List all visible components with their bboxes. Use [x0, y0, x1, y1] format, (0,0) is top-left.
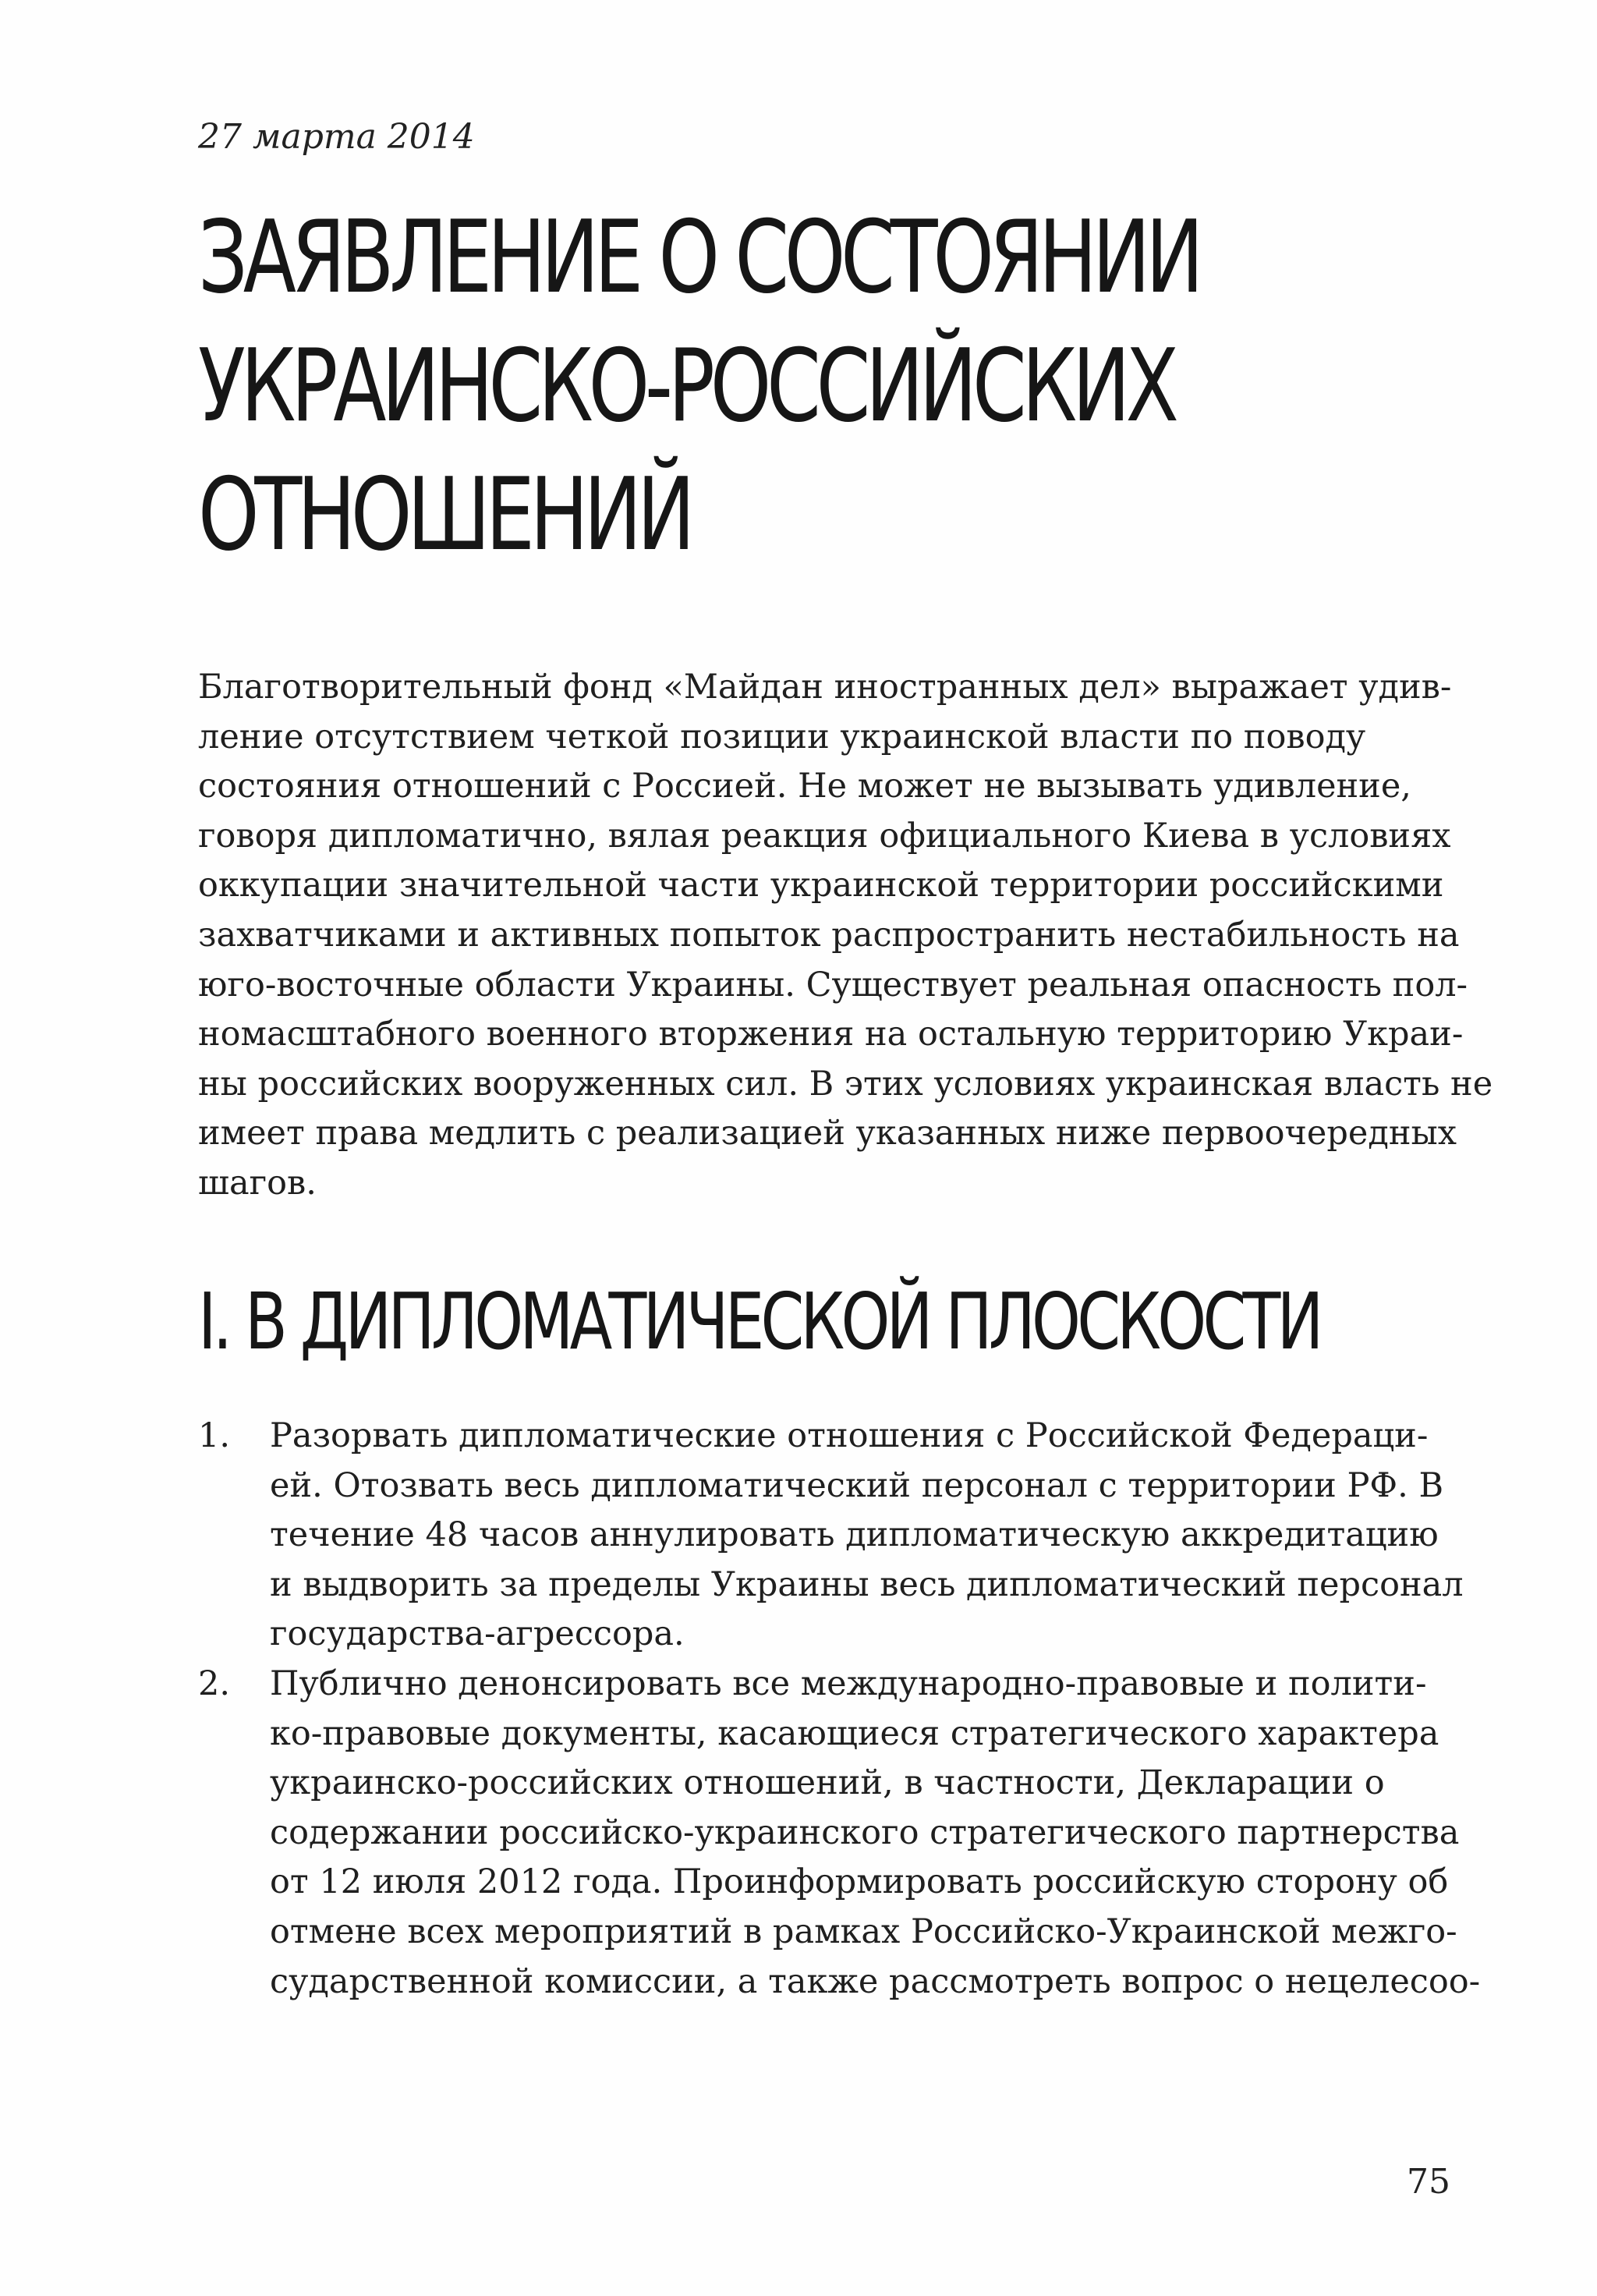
page-number: 75: [1407, 2162, 1450, 2202]
paragraph-line: говоря дипломатично, вялая реакция официального Киева в условиях: [198, 816, 1451, 856]
title-line: УКРАИНСКО-РОССИЙСКИХ: [198, 328, 1174, 445]
list-item-line: Разорвать дипломатические отношения с Российской Федераци-: [270, 1416, 1429, 1455]
list-item-number: 1.: [198, 1416, 231, 1455]
title-line: ОТНОШЕНИЙ: [198, 457, 691, 573]
list-item-line: ко-правовые документы, касающиеся стратегического характера: [270, 1713, 1439, 1753]
list-item: [198, 1660, 1493, 2007]
paragraph-line: шагов.: [198, 1163, 317, 1203]
paragraph-line: ны российских вооруженных сил. В этих условиях украинская власть не: [198, 1064, 1493, 1104]
list-item-line: содержании российско-украинского стратегического партнерства: [270, 1812, 1460, 1852]
numbered-list: [198, 1412, 1493, 2007]
list-item-line: украинско-российских отношений, в частности, Декларации о: [270, 1763, 1385, 1803]
list-item-line: ей. Отозвать весь дипломатический персонал с территории РФ. В: [270, 1465, 1444, 1505]
intro-paragraph: [198, 663, 1493, 1209]
paragraph-line: ление отсутствием четкой позиции украинской власти по поводу: [198, 717, 1366, 756]
paragraph-line: оккупации значительной части украинской территории российскими: [198, 866, 1444, 905]
document-date: 27 марта 2014: [198, 117, 475, 157]
list-item-line: течение 48 часов аннулировать дипломатическую аккредитацию: [270, 1515, 1439, 1555]
title-line: ЗАЯВЛЕНИЕ О СОСТОЯНИИ: [198, 200, 1199, 316]
list-item-line: Публично денонсировать все международно-правовые и полити-: [270, 1664, 1427, 1703]
paragraph-line: захватчиками и активных попыток распространить нестабильность на: [198, 915, 1460, 955]
list-item-line: государства-агрессора.: [270, 1614, 685, 1654]
paragraph-line: имеет права медлить с реализацией указанных ниже первоочередных: [198, 1114, 1457, 1153]
document-title: [198, 193, 1199, 579]
list-item-number: 2.: [198, 1664, 231, 1703]
paragraph-line: номасштабного военного вторжения на остальную территорию Украи-: [198, 1015, 1464, 1054]
list-item-line: и выдворить за пределы Украины весь дипломатический персонал: [270, 1564, 1464, 1604]
list-item: [198, 1412, 1493, 1660]
section-heading: I. В ДИПЛОМАТИЧЕСКОЙ ПЛОСКОСТИ: [198, 1276, 1320, 1367]
list-item-line: отмене всех мероприятий в рамках Российско-Украинской межго-: [270, 1912, 1457, 1951]
list-item-line: от 12 июля 2012 года. Проинформировать российскую сторону об: [270, 1862, 1449, 1902]
paragraph-line: юго-восточные области Украины. Существует реальная опасность пол-: [198, 965, 1468, 1004]
paragraph-line: Благотворительный фонд «Майдан иностранных дел» выражает удив-: [198, 668, 1452, 707]
paragraph-line: состояния отношений с Россией. Не может не вызывать удивление,: [198, 767, 1411, 806]
list-item-line: сударственной комиссии, а также рассмотреть вопрос о нецелесоо-: [270, 1961, 1481, 2001]
